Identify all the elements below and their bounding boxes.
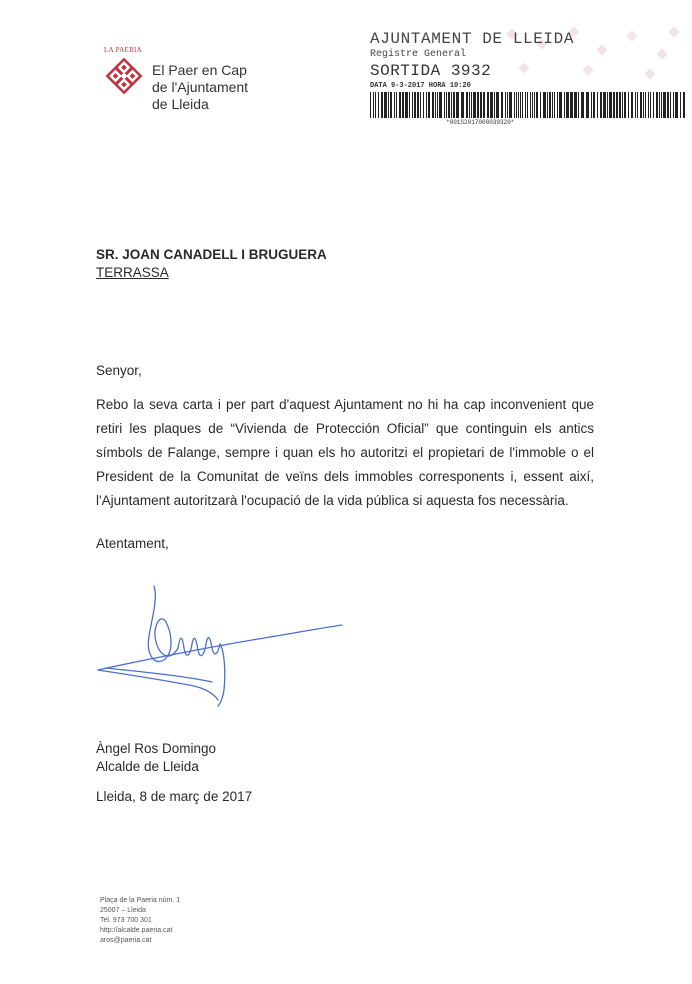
barcode-bar — [581, 92, 584, 118]
salutation: Senyor, — [96, 363, 142, 378]
stamp-subtitle: Registre General — [370, 49, 467, 60]
barcode-bar — [609, 92, 612, 118]
signer-name: Àngel Ros Domingo — [96, 741, 217, 756]
barcode-bar — [451, 92, 452, 118]
barcode-bar — [432, 92, 434, 118]
barcode-bar — [656, 92, 658, 118]
barcode-bar — [471, 92, 472, 118]
barcode-bar — [574, 92, 577, 118]
handwritten-signature — [94, 578, 346, 708]
logo-caption: LA PAERIA — [104, 46, 143, 54]
barcode-bar — [547, 92, 548, 118]
barcode-bar — [527, 92, 528, 118]
barcode-bar — [648, 92, 649, 118]
barcode-bar — [667, 92, 669, 118]
barcode-bar — [530, 92, 531, 118]
issuer-line: de Lleida — [152, 96, 209, 112]
barcode-bar — [653, 92, 654, 118]
barcode-bar — [597, 92, 598, 118]
barcode-bar — [496, 92, 499, 118]
barcode-bar — [507, 92, 508, 118]
barcode-bar — [461, 92, 464, 118]
barcode-bar — [514, 92, 515, 118]
barcode-bar — [616, 92, 618, 118]
barcode-bar — [670, 92, 671, 118]
barcode — [370, 92, 686, 118]
issuer-line: El Paer en Cap — [152, 62, 247, 78]
barcode-bar — [394, 92, 395, 118]
barcode-bar — [532, 92, 533, 118]
barcode-bar — [516, 92, 517, 118]
issuer-line: de l'Ajuntament — [152, 79, 249, 95]
barcode-bar — [439, 92, 442, 118]
barcode-bar — [603, 92, 606, 118]
barcode-bar — [469, 92, 470, 118]
barcode-bar — [540, 92, 541, 118]
barcode-bar — [534, 92, 535, 118]
signer-title: Alcalde de Lleida — [96, 759, 199, 774]
barcode-bar — [405, 92, 408, 118]
stamp-title: AJUNTAMENT DE LLEIDA — [370, 30, 575, 48]
barcode-bar — [487, 92, 489, 118]
stamp-entry-number: SORTIDA 3932 — [370, 62, 492, 80]
barcode-bar — [637, 92, 638, 118]
barcode-bar — [586, 92, 589, 118]
barcode-bar — [483, 92, 485, 118]
footer-line: aros@paeria.cat — [100, 937, 152, 944]
barcode-bar — [570, 92, 573, 118]
barcode-bar — [453, 92, 455, 118]
barcode-bar — [578, 92, 579, 118]
barcode-bar — [414, 92, 416, 118]
barcode-bar — [426, 92, 427, 118]
stamp-date-time: DATA 9-3-2017 HORA 10:20 — [370, 82, 471, 90]
footer-line: 25007 – Lleida — [100, 907, 146, 914]
barcode-bar — [661, 92, 662, 118]
barcode-bar — [409, 92, 410, 118]
barcode-bar — [593, 92, 595, 118]
barcode-bar — [375, 92, 376, 118]
barcode-bar — [501, 92, 503, 118]
barcode-bar — [680, 92, 681, 118]
barcode-bar — [536, 92, 538, 118]
barcode-bar — [494, 92, 495, 118]
footer-line: Tel. 973 700 301 — [100, 917, 152, 924]
barcode-bar — [600, 92, 602, 118]
barcode-bar — [381, 92, 383, 118]
body-line: l'Ajuntament autoritzarà l'ocupació de la vida pública si aquesta fos necessària. — [96, 493, 569, 508]
barcode-bar — [525, 92, 526, 118]
barcode-bar — [390, 92, 392, 118]
barcode-bar — [591, 92, 592, 118]
letter-body — [96, 393, 594, 513]
barcode-bar — [399, 92, 401, 118]
barcode-bar — [613, 92, 615, 118]
barcode-bar — [456, 92, 459, 118]
barcode-bar — [566, 92, 569, 118]
body-line: Rebo la seva carta i per part d'aquest Ajuntament no hi ha cap inconvenient que — [96, 397, 594, 412]
barcode-bar — [631, 92, 633, 118]
barcode-bar — [420, 92, 421, 118]
barcode-bar — [624, 92, 626, 118]
barcode-bar — [388, 92, 389, 118]
barcode-bar — [607, 92, 608, 118]
recipient-name: SR. JOAN CANADELL I BRUGUERA — [96, 247, 327, 262]
body-line: símbols de Falange, sempre i quan els ho autoritzi el propietari de l'immoble o el — [96, 445, 594, 460]
barcode-bar — [370, 92, 371, 118]
barcode-bar — [675, 92, 678, 118]
barcode-bar — [446, 92, 447, 118]
barcode-bar — [518, 92, 519, 118]
barcode-bar — [522, 92, 523, 118]
barcode-bar — [520, 92, 521, 118]
barcode-bar — [619, 92, 621, 118]
footer-line: Plaça de la Paeria núm. 1 — [100, 897, 181, 904]
barcode-bar — [466, 92, 468, 118]
barcode-bar — [683, 92, 685, 118]
issuer-block — [152, 62, 248, 113]
barcode-bar — [645, 92, 646, 118]
barcode-bar — [473, 92, 476, 118]
barcode-bar — [480, 92, 482, 118]
place-and-date: Lleida, 8 de març de 2017 — [96, 789, 253, 804]
registry-stamp — [358, 24, 686, 142]
barcode-bar — [490, 92, 493, 118]
barcode-bar — [428, 92, 430, 118]
barcode-bar — [444, 92, 445, 118]
body-line: President de la Comunitat de veïns dels immobles corresponents i, essent així, — [96, 469, 594, 484]
barcode-bar — [402, 92, 404, 118]
barcode-bar — [423, 92, 424, 118]
barcode-bar — [552, 92, 553, 118]
barcode-bar — [412, 92, 413, 118]
barcode-bar — [635, 92, 636, 118]
la-paeria-logo — [104, 56, 144, 96]
barcode-bar — [673, 92, 674, 118]
barcode-bar — [564, 92, 565, 118]
barcode-bar — [384, 92, 387, 118]
barcode-bar — [622, 92, 623, 118]
barcode-bar — [373, 92, 374, 118]
body-line: retiri les plaques de “Vivienda de Protección Oficial” que continguin els antics — [96, 421, 594, 436]
barcode-bar — [543, 92, 546, 118]
barcode-bar — [640, 92, 642, 118]
barcode-bar — [559, 92, 562, 118]
barcode-bar — [628, 92, 629, 118]
barcode-text: *001S2017000039320* — [446, 119, 515, 126]
barcode-bar — [663, 92, 666, 118]
barcode-bar — [554, 92, 555, 118]
barcode-bar — [505, 92, 506, 118]
barcode-bar — [659, 92, 660, 118]
barcode-bar — [650, 92, 651, 118]
barcode-bar — [378, 92, 379, 118]
barcode-bar — [557, 92, 558, 118]
barcode-bar — [417, 92, 419, 118]
barcode-bar — [396, 92, 397, 118]
barcode-bar — [509, 92, 512, 118]
barcode-bar — [435, 92, 436, 118]
barcode-bar — [477, 92, 479, 118]
barcode-bar — [448, 92, 450, 118]
recipient-city: TERRASSA — [96, 265, 169, 280]
barcode-bar — [549, 92, 551, 118]
closing: Atentament, — [96, 536, 169, 551]
footer-line: http://alcalde.paeria.cat — [100, 927, 173, 934]
footer-address — [100, 896, 180, 946]
barcode-bar — [437, 92, 438, 118]
barcode-bar — [643, 92, 644, 118]
